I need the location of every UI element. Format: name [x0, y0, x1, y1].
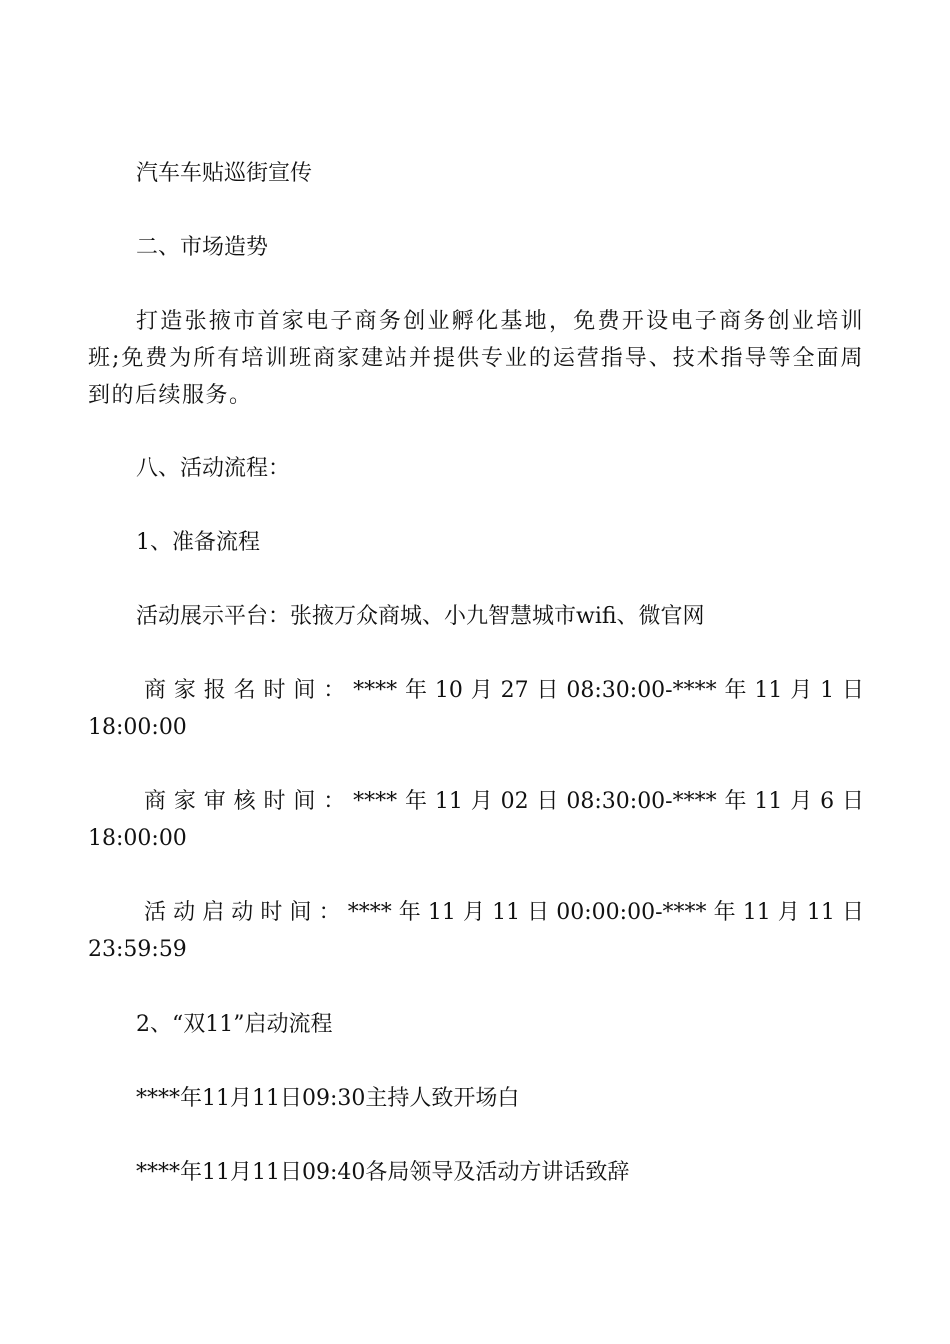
- start-time-line1: 活动启动时间：****年11月11日00:00:00-****年11月11日: [144, 900, 864, 925]
- paragraph-car-sticker-promotion: 汽车车贴巡街宣传: [136, 161, 313, 186]
- heading-activity-process: 八、活动流程：: [136, 456, 291, 481]
- registration-time-line1: 商家报名时间：****年10月27日08:30:00-****年11月1日: [144, 678, 864, 703]
- paragraph-leaders-speech: ****年11月11日09:40各局领导及活动方讲话致辞: [136, 1160, 630, 1185]
- registration-time-line2: 18:00:00: [88, 715, 187, 740]
- start-time-line2: 23:59:59: [88, 937, 187, 962]
- paragraph-host-opening: ****年11月11日09:30主持人致开场白: [136, 1086, 520, 1111]
- paragraph-merchant-review-time: [88, 783, 864, 857]
- paragraph-activity-start-time: [88, 894, 864, 968]
- heading-double-11-process: 2、“双11”启动流程: [136, 1012, 333, 1037]
- review-time-line2: 18:00:00: [88, 826, 187, 851]
- heading-market-momentum: 二、市场造势: [136, 235, 269, 260]
- paragraph-merchant-registration-time: [88, 672, 864, 746]
- review-time-line1: 商家审核时间：****年11月02日08:30:00-****年11月6日: [144, 789, 864, 814]
- heading-preparation-process: 1、准备流程: [136, 530, 260, 555]
- paragraph-display-platforms: 活动展示平台：张掖万众商城、小九智慧城市wifi、微官网: [136, 604, 705, 629]
- paragraph-incubation-base: 打造张掖市首家电子商务创业孵化基地，免费开设电子商务创业培训班;免费为所有培训班商家建站并提供专业的运营指导、技术指导等全面周到的后续服务。: [88, 309, 864, 408]
